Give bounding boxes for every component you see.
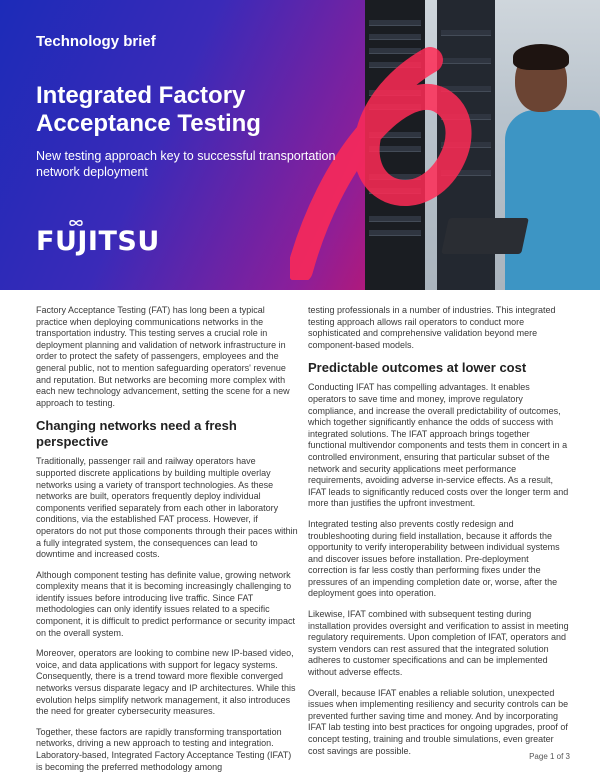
- document-title: Integrated Factory Acceptance Testing: [36, 82, 261, 137]
- laptop-image: [441, 218, 529, 254]
- page-number: Page 1 of 3: [529, 752, 570, 761]
- section-heading: Changing networks need a fresh perspective: [36, 418, 237, 450]
- body-paragraph: Traditionally, passenger rail and railway operators have supported discrete applications by building multiple overlay networks using a variety of transport technologies. As these networks are built, operators frequently deploy individual components verified separately from each other in laboratory conditions, via the established FAT process. However, if operators do not put those components through their paces within a fully integrated system, the consequences can lead to downtime and increased costs.: [36, 456, 298, 560]
- doc-type-label: Technology brief: [36, 33, 156, 50]
- logo-infinity-icon: [68, 219, 84, 227]
- body-paragraph: Together, these factors are rapidly transforming transportation networks, driving a new approach to testing and integration. Laboratory-based, Integrated Factory Acceptance Testing (IFAT) is becoming the preferred methodology among: [36, 726, 292, 772]
- fujitsu-logo: FUJITSU: [36, 226, 160, 257]
- body-paragraph: Likewise, IFAT combined with subsequent testing during installation provides oversight and verification to assist in meeting regulatory requirements. Upon completion of IFAT, operators and system vendors can rest assured that the integrated solution adheres to customer specifications and can be implemented without adverse effects.: [308, 609, 569, 678]
- body-paragraph: Although component testing has definite value, growing network complexity means that it is becoming increasingly challenging to identify issues before introducing live traffic. Since FAT methodologies can only identify issues related to a specific component, it is difficult to predict performance or security impact on the overall system.: [36, 569, 295, 638]
- body-paragraph: Moreover, operators are looking to combine new IP-based video, voice, and data applications with support for legacy systems. Consequently, there is a trend toward more flexible converged networks versus disparate legacy and IP architectures. While this evolution helps simplify network management, it also introduces the need for greater cybersecurity measures.: [36, 648, 296, 717]
- body-paragraph: Conducting IFAT has compelling advantages. It enables operators to save time and money, improve regulatory compliance, and increase the overall predictability of outcomes, which together significantly enhance the odds of success with integrated solutions. The IFAT approach brings together functional multivendor components and tests them in concert in a controlled environment, ensuring that particular subset of the network and security applications meet performance requirements, avoiding adverse in-service effects. As a result, IFAT leads to significantly reduced costs over the longer term and more than justifies the upfront investment.: [308, 382, 569, 509]
- hero-banner: [0, 0, 600, 290]
- left-column: [36, 305, 298, 777]
- body-paragraph: testing professionals in a number of industries. This integrated testing approach allows rail operators to conduct more sophisticated and comprehensive validation beyond mere component-based models.: [308, 305, 556, 350]
- intro-paragraph: Factory Acceptance Testing (FAT) has long been a typical practice when deploying communications networks in the transportation industry. This testing serves a crucial role in deployment planning and validation of network infrastructure in order to protect the safety of passengers, employees and the general public, not to mention safeguarding operators' revenue and reputation. But networks are becoming more complex with each new technology advancement, setting the scene for a new approach to testing.: [36, 305, 290, 408]
- section-heading: Predictable outcomes at lower cost: [308, 360, 527, 376]
- body-paragraph: Integrated testing also prevents costly redesign and troubleshooting during field installation, because it affords the opportunity to verify interoperability between individual systems and discover issues before installation. Pre-deployment correction is far less costly than performing fixes under the pressures of an impending completion date or, worse, after the deployment goes into operation.: [308, 518, 560, 599]
- body-paragraph: Overall, because IFAT enables a reliable solution, unexpected issues when implementing resiliency and security controls can be prevented further saving time and money. And by incorporating IFAT lab testing into best practices for ongoing upgrades, proof of concept testing, training and trouble simulations, even greater cost savings are possible.: [308, 687, 569, 756]
- right-column: [308, 305, 570, 766]
- document-subtitle: New testing approach key to successful transportation network deployment: [36, 149, 336, 179]
